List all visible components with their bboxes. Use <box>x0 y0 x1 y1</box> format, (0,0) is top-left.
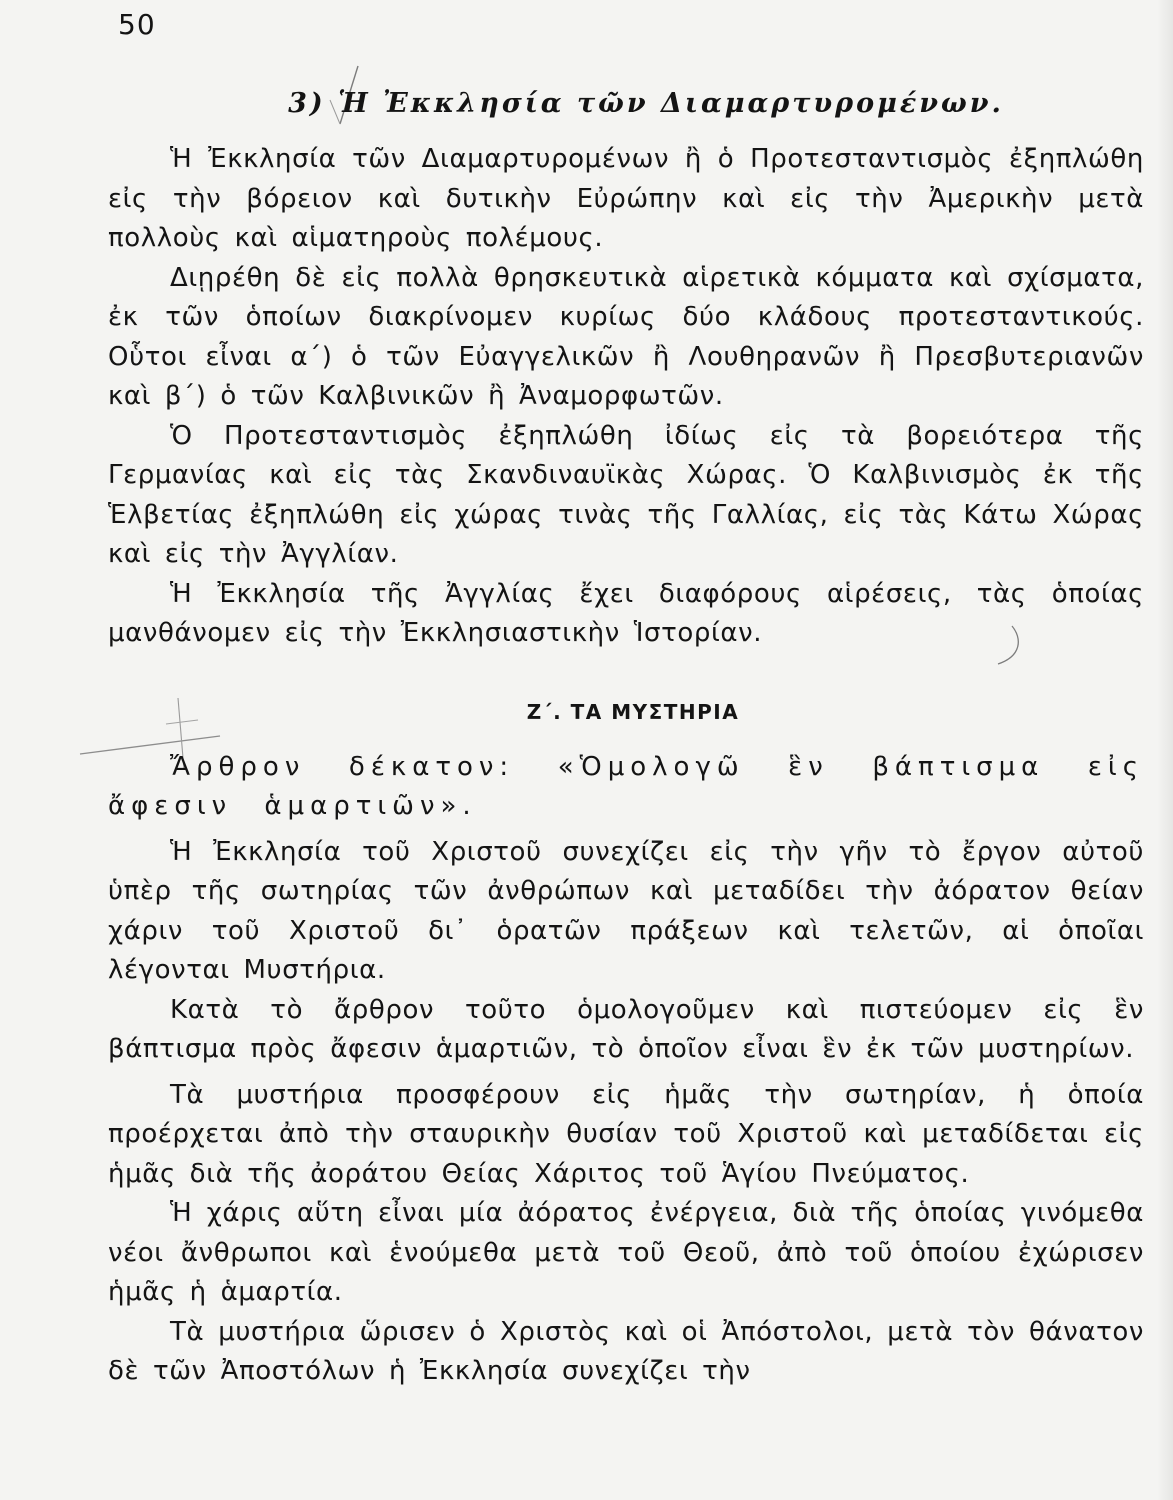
paragraph: Ἡ Ἐκκλησία τῶν Διαμαρτυρομένων ἢ ὁ Προτεσταντισμὸς ἐξηπλώθη εἰς τὴν βόρειον καὶ δυτικὴν Εὐρώπην καὶ εἰς τὴν Ἀμερικὴν μετὰ πολλοὺς καὶ αἱματηροὺς πολέμους. <box>108 144 1144 253</box>
page-body <box>108 84 1144 1392</box>
paragraph: Ἡ Ἐκκλησία τοῦ Χριστοῦ συνεχίζει εἰς τὴν γῆν τὸ ἔργον αὐτοῦ ὑπὲρ τῆς σωτηρίας τῶν ἀνθρώπων καὶ μεταδίδει τὴν ἀόρατον θείαν χάριν τοῦ Χριστοῦ δι᾿ ὁρατῶν πράξεων καὶ τελετῶν, αἱ ὁποῖαι λέγονται Μυστήρια. <box>108 836 1144 985</box>
paragraph: Κατὰ τὸ ἄρθρον τοῦτο ὁμολογοῦμεν καὶ πιστεύομεν εἰς ἓν βάπτισμα πρὸς ἄφεσιν ἁμαρτιῶν, τὸ ὁποῖον εἶναι ἓν ἐκ τῶν μυστηρίων. <box>108 994 1144 1064</box>
paragraph: Τὰ μυστήρια ὥρισεν ὁ Χριστὸς καὶ οἱ Ἀπόστολοι, μετὰ τὸν θάνατον δὲ τῶν Ἀποστόλων ἡ Ἐκκλησία συνεχίζει τὴν <box>108 1316 1144 1386</box>
paragraph: Ἡ χάρις αὕτη εἶναι μία ἀόρατος ἐνέργεια, διὰ τῆς ὁποίας γινόμεθα νέοι ἄνθρωποι καὶ ἑνούμεθα μετὰ τοῦ Θεοῦ, ἀπὸ τοῦ ὁποίου ἐχώρισεν ἡμᾶς ἡ ἁμαρτία. <box>108 1198 1144 1307</box>
article-quote: Ἄρθρον δέκατον: «Ὁμολογῶ ἓν βάπτισμα εἰς ἄφεσιν ἁμαρτιῶν». <box>108 751 1144 821</box>
paragraph: Ἡ Ἐκκλησία τῆς Ἀγγλίας ἔχει διαφόρους αἱρέσεις, τὰς ὁποίας μανθάνομεν εἰς τὴν Ἐκκλησιαστικὴν Ἱστορίαν. <box>108 578 1144 648</box>
paragraph: Τὰ μυστήρια προσφέρουν εἰς ἡμᾶς τὴν σωτηρίαν, ἡ ὁποία προέρχεται ἀπὸ τὴν σταυρικὴν θυσίαν τοῦ Χριστοῦ καὶ μεταδίδεται εἰς ἡμᾶς διὰ τῆς ἀοράτου Θείας Χάριτος τοῦ Ἁγίου Πνεύματος. <box>108 1079 1144 1189</box>
paragraph: Ὁ Προτεσταντισμὸς ἐξηπλώθη ἰδίως εἰς τὰ βορειότερα τῆς Γερμανίας καὶ εἰς τὰς Σκανδιναυϊκὰς Χώρας. Ὁ Καλβινισμὸς ἐκ τῆς Ἑλβετίας ἐξηπλώθη εἰς χώρας τινὰς τῆς Γαλλίας, εἰς τὰς Κάτω Χώρας καὶ εἰς τὴν Ἀγγλίαν. <box>108 420 1144 569</box>
section-heading: 3) Ἡ Ἐκκλησία τῶν Διαμαρτυρομένων. <box>288 88 1004 119</box>
page-number: 50 <box>118 8 156 41</box>
chapter-heading: Ζ΄. ΤΑ ΜΥΣΤΗΡΙΑ <box>526 699 740 724</box>
paragraph: Διῃρέθη δὲ εἰς πολλὰ θρησκευτικὰ αἱρετικὰ κόμματα καὶ σχίσματα, ἐκ τῶν ὁποίων διακρίνομεν κυρίως δύο κλάδους προτεσταντικούς. Οὗτοι εἶναι α΄) ὁ τῶν Εὐαγγελικῶν ἢ Λουθηρανῶν ἢ Πρεσβυτεριανῶν καὶ β΄) ὁ τῶν Καλβινικῶν ἢ Ἀναμορφωτῶν. <box>108 262 1144 411</box>
